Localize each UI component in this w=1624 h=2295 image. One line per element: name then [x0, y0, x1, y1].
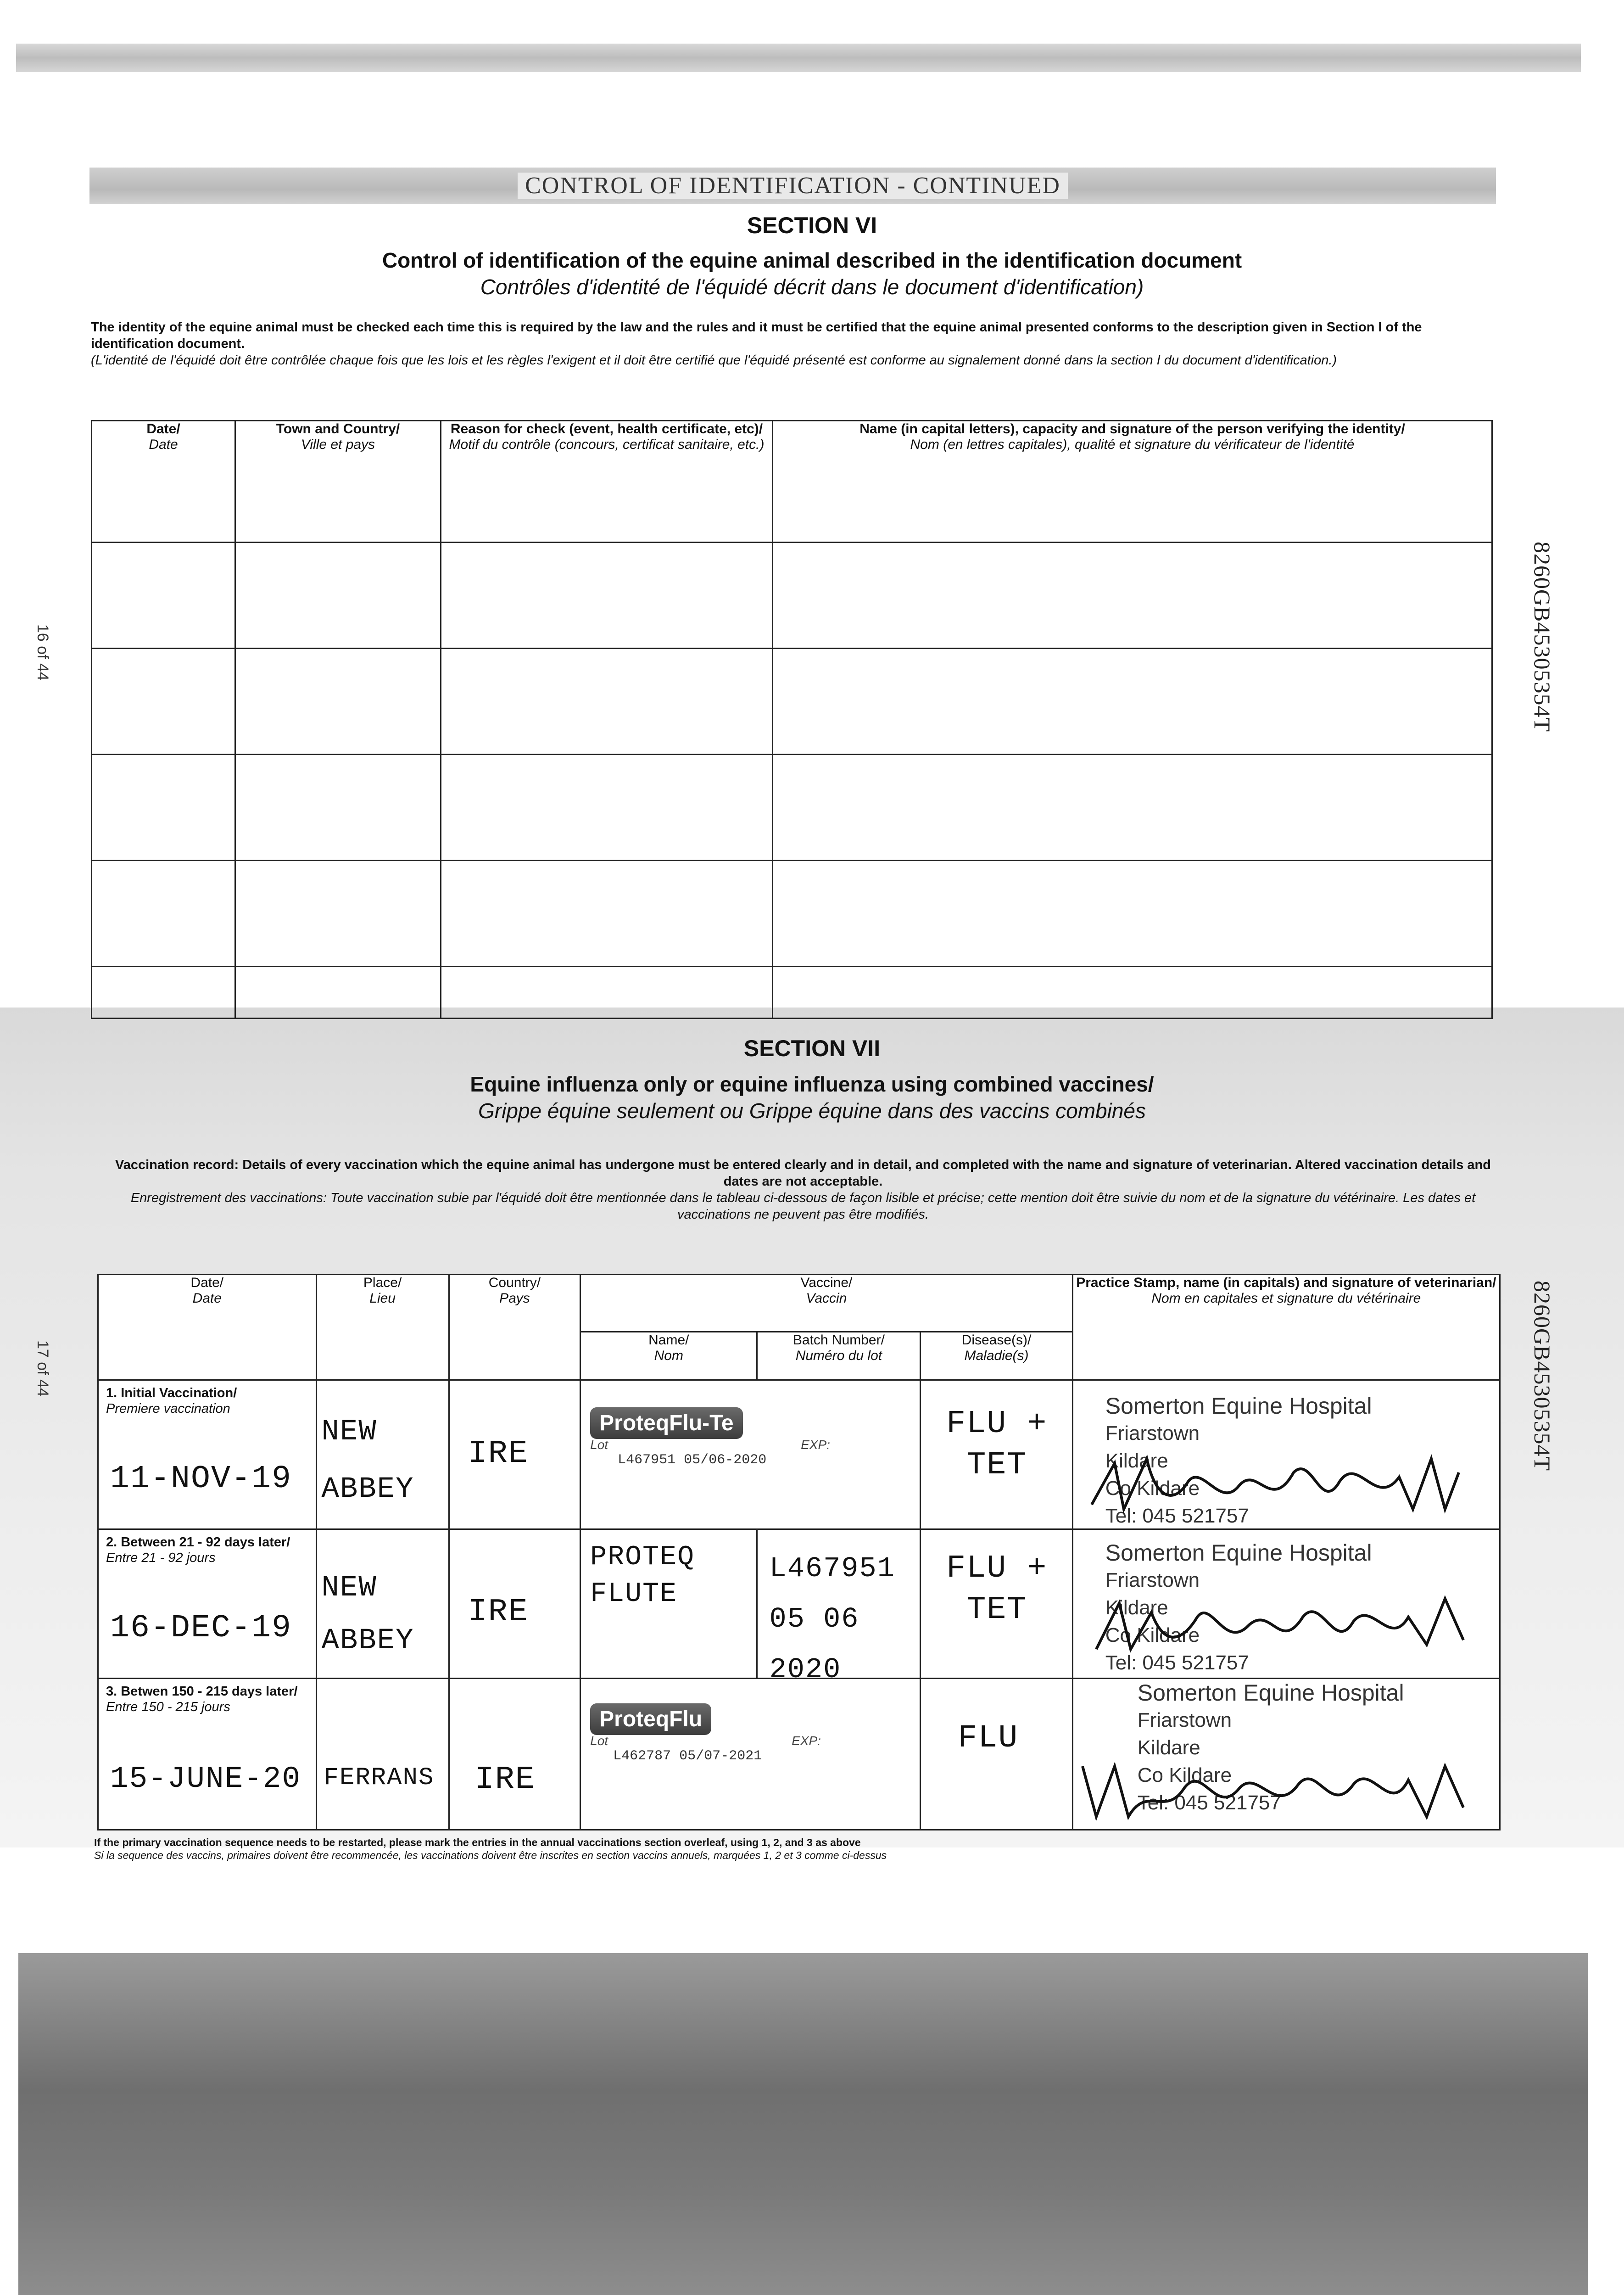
col-date: Date/ Date	[98, 1275, 317, 1380]
row3-country: IRE	[474, 1762, 536, 1798]
vaccination-table	[97, 1274, 1501, 1830]
section-6-intro-fr: (L'identité de l'équidé doit être contrôlée chaque fois que les lois et les règles l'exigent et il doit être certifié que l'équidé présenté est conforme au signalement donné dans la section I du document d'identification.)	[91, 353, 1337, 368]
col-reason: Reason for check (event, health certificate, etc)/ Motif du contrôle (concours, certificat sanitaire, etc.)	[441, 421, 773, 543]
row3-date: 15-JUNE-20	[110, 1762, 301, 1796]
header-band-text: CONTROL OF IDENTIFICATION - CONTINUED	[518, 173, 1068, 199]
section-7-intro-fr: Enregistrement des vaccinations: Toute vaccination subie par l'équidé doit être mentionnée dans le tableau ci-dessous de façon lisible et précise; cette mention doit être suivie du nom et de la signature du vétérinaire. Les dates et vaccinations ne peuvent pas être modifiés.	[130, 1191, 1476, 1222]
section-7-intro-en: Vaccination record: Details of every vaccination which the equine animal has undergone must be entered clearly and in detail, and completed with the name and signature of veterinarian. Altered vaccination details and dates are not acceptable.	[115, 1158, 1491, 1189]
row1-disease: FLU + TET	[946, 1406, 1048, 1483]
row2-disease: FLU + TET	[946, 1551, 1048, 1628]
row3-sticker-lot: L462787 05/07-2021	[613, 1748, 762, 1764]
footnote-en: If the primary vaccination sequence needs to be restarted, please mark the entries in the annual vaccinations section overleaf, using 1, 2, and 3 as above	[94, 1836, 861, 1848]
row2-date: 16-DEC-19	[110, 1610, 292, 1646]
identity-check-table	[91, 420, 1493, 1019]
section-7-subtitle-en: Equine influenza only or equine influenza using combined vaccines/	[470, 1072, 1154, 1096]
row2-signature	[1087, 1585, 1482, 1668]
col-batch-number: Batch Number/ Numéro du lot	[757, 1332, 921, 1380]
footnote-fr: Si la sequence des vaccins, primaires doivent être recommencée, les vaccinations doivent être inscrites en section vaccins annuels, marquées 1, 2 et 3 comme ci-dessus	[94, 1849, 887, 1861]
vaccination-row-1: 1. Initial Vaccination/ Premiere vaccination 11-NOV-19 NEW ABBEY IRE ProteqFlu-Te Lot EXP: L467951 05/06-2020 FLU + TET Somerton Equine Hospital Friarstown Kildare Co Kildare Tel: 045 521757	[98, 1380, 1500, 1529]
col-vaccine: Vaccine/ Vaccin	[580, 1275, 1073, 1332]
section-6-subtitle-en: Control of identification of the equine animal described in the identification document	[382, 248, 1242, 272]
control-of-identification-header	[89, 168, 1496, 204]
section-7-footnote	[94, 1836, 1498, 1862]
scan-edge-bar	[16, 44, 1581, 72]
table-row	[92, 754, 1492, 860]
col-vaccine-name: Name/ Nom	[580, 1332, 757, 1380]
section-6-intro-en: The identity of the equine animal must be checked each time this is required by the law and the rules and it must be certified that the equine animal presented conforms to the description given in Section I of the identification document.	[91, 320, 1422, 351]
section-6-title: SECTION VI	[747, 213, 877, 238]
row3-practice-stamp: Somerton Equine Hospital Friarstown Kildare Co Kildare Tel: 045 521757	[1137, 1680, 1404, 1814]
section-7-intro	[103, 1157, 1503, 1223]
row3-disease: FLU	[958, 1720, 1019, 1757]
table-row	[92, 649, 1492, 755]
row2-batch-number: L467951 05 06 2020	[769, 1552, 895, 1686]
row2-place: NEW ABBEY	[321, 1572, 414, 1657]
row2-country: IRE	[468, 1594, 529, 1630]
col-verifier: Name (in capital letters), capacity and signature of the person verifying the identity/ Nom (en lettres capitales), qualité et signature du vérificateur de l'identité	[773, 421, 1492, 543]
section-7-subtitle-fr: Grippe équine seulement ou Grippe équine dans des vaccins combinés	[478, 1099, 1146, 1123]
row2-vaccine-name: PROTEQ FLUTE	[590, 1542, 695, 1610]
row1-sticker-lot: L467951 05/06-2020	[618, 1452, 767, 1468]
row1-place: NEW ABBEY	[321, 1416, 414, 1506]
col-place: Place/ Lieu	[316, 1275, 449, 1380]
col-practice-stamp: Practice Stamp, name (in capitals) and signature of veterinarian/ Nom en capitales et signature du vétérinaire	[1072, 1275, 1500, 1380]
row3-vaccine-sticker: ProteqFlu	[590, 1703, 711, 1735]
table-row	[92, 860, 1492, 966]
row1-signature	[1083, 1445, 1486, 1528]
vaccination-row-2: 2. Between 21 - 92 days later/ Entre 21 - 92 jours 16-DEC-19 NEW ABBEY IRE PROTEQ FLUTE L467951 05 06 2020 FLU + TET Somerton Equine Hospital Friarstown Kildare Co Kildare Tel: 045 521757	[98, 1529, 1500, 1679]
side-code-lower: 8260GB45305354T	[1529, 1281, 1555, 1471]
vaccination-row-3: 3. Betwen 150 - 215 days later/ Entre 150 - 215 jours 15-JUNE-20 FERRANS IRE ProteqFlu Lot EXP: L462787 05/07-2021 FLU Somerton Equine Hospital Friarstown Kildare Co Kildare Tel: 045 521757	[98, 1679, 1500, 1830]
row1-date: 11-NOV-19	[110, 1461, 292, 1497]
col-date: Date/ Date	[92, 421, 235, 543]
row3-signature	[1073, 1748, 1486, 1828]
row1-practice-stamp: Somerton Equine Hospital Friarstown Kildare Co Kildare Tel: 045 521757	[1105, 1393, 1372, 1527]
row2-practice-stamp: Somerton Equine Hospital Friarstown Kildare Co Kildare Tel: 045 521757	[1105, 1540, 1372, 1674]
col-country: Country/ Pays	[449, 1275, 580, 1380]
page-number-lower: 17 of 44	[34, 1340, 51, 1397]
col-town-country: Town and Country/ Ville et pays	[235, 421, 441, 543]
row3-place: FERRANS	[324, 1764, 435, 1792]
side-code-upper: 8260GB45305354T	[1529, 542, 1555, 732]
scan-dark-bottom-area	[18, 1953, 1588, 2295]
section-6-subtitle-fr: Contrôles d'identité de l'équidé décrit dans le document d'identification)	[480, 275, 1144, 299]
table-row	[92, 543, 1492, 649]
section-7-title: SECTION VII	[743, 1036, 881, 1061]
row1-vaccine-sticker: ProteqFlu-Te	[590, 1407, 742, 1439]
page-number-upper: 16 of 44	[34, 624, 51, 681]
section-6-intro	[91, 319, 1490, 369]
col-disease: Disease(s)/ Maladie(s)	[921, 1332, 1072, 1380]
row1-country: IRE	[468, 1436, 529, 1472]
table-row	[92, 966, 1492, 1018]
